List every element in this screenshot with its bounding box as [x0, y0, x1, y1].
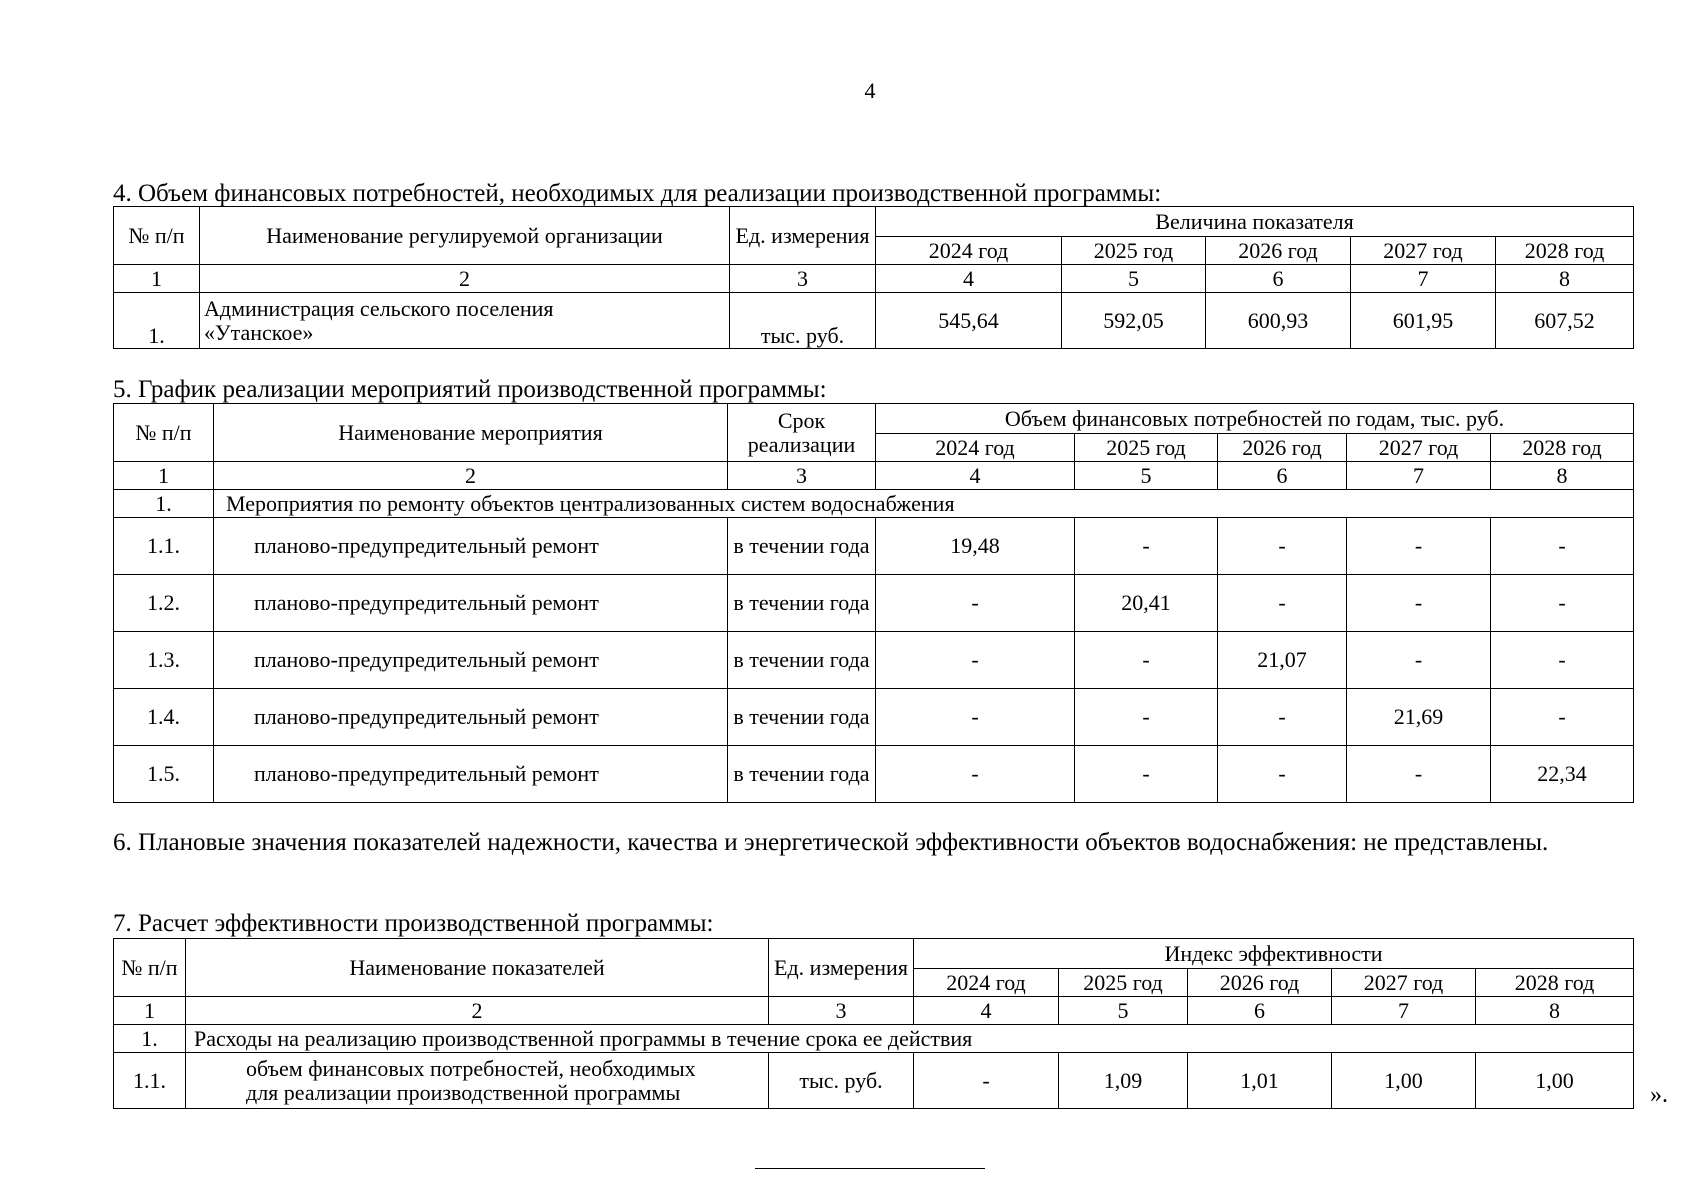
indicator-name-line1: объем финансовых потребностей, необходимых [246, 1055, 696, 1081]
row-event-name: планово-предупредительный ремонт [214, 518, 728, 575]
col-number: 6 [1188, 997, 1332, 1025]
row-value: 1,00 [1332, 1053, 1476, 1109]
header-year: 2025 год [1059, 969, 1188, 997]
header-year: 2025 год [1075, 434, 1218, 462]
row-value: 21,07 [1218, 632, 1347, 689]
row-value: 601,95 [1351, 293, 1496, 349]
financial-needs-table [113, 206, 1634, 349]
section6-text: 6. Плановые значения показателей надежности, качества и энергетической эффективности объектов водоснабжения: не представлены. [113, 829, 1549, 856]
table-row [114, 632, 1634, 689]
row-value: 1,00 [1476, 1053, 1634, 1109]
row-value: - [1491, 689, 1634, 746]
table-row [114, 518, 1634, 575]
header-year: 2028 год [1491, 434, 1634, 462]
row-event-name: планово-предупредительный ремонт [214, 689, 728, 746]
col-number: 6 [1218, 462, 1347, 490]
table-row [114, 293, 1634, 349]
row-value: - [1347, 575, 1491, 632]
header-year: 2026 год [1218, 434, 1347, 462]
col-number: 1 [114, 265, 200, 293]
col-number: 8 [1491, 462, 1634, 490]
row-value: - [1218, 746, 1347, 803]
header-unit: Ед. измерения [769, 939, 914, 997]
row-value: 1,01 [1188, 1053, 1332, 1109]
col-number: 4 [914, 997, 1059, 1025]
footer-divider [755, 1168, 985, 1169]
row-value: - [876, 575, 1075, 632]
header-num: № п/п [114, 404, 214, 462]
row-num: 1.1. [114, 1053, 186, 1109]
row-term: в течении года [728, 746, 876, 803]
row-org-name [200, 293, 730, 349]
row-value: - [1491, 518, 1634, 575]
closing-quote-mark: ». [1650, 1082, 1668, 1108]
header-year: 2028 год [1476, 969, 1634, 997]
col-number: 5 [1062, 265, 1206, 293]
header-year: 2025 год [1062, 237, 1206, 265]
section4-title: 4. Объем финансовых потребностей, необходимых для реализации производственной программы: [113, 180, 1162, 207]
row-num: 1.2. [114, 575, 214, 632]
col-number: 5 [1059, 997, 1188, 1025]
row-term: в течении года [728, 575, 876, 632]
header-value-group: Индекс эффективности [914, 939, 1634, 969]
header-num: № п/п [114, 939, 186, 997]
table-row [114, 575, 1634, 632]
group-row [114, 490, 1634, 518]
row-indicator-name [186, 1053, 769, 1109]
row-num: 1.3. [114, 632, 214, 689]
col-number: 3 [730, 265, 876, 293]
col-number: 4 [876, 265, 1062, 293]
header-org-name: Наименование регулируемой организации [200, 207, 730, 265]
row-value: - [1075, 632, 1218, 689]
row-value: 19,48 [876, 518, 1075, 575]
row-event-name: планово-предупредительный ремонт [214, 575, 728, 632]
header-year: 2027 год [1332, 969, 1476, 997]
col-number: 7 [1351, 265, 1496, 293]
group-row-num: 1. [114, 490, 214, 518]
col-number: 1 [114, 462, 214, 490]
row-value: 20,41 [1075, 575, 1218, 632]
row-value: 592,05 [1062, 293, 1206, 349]
col-number: 4 [876, 462, 1075, 490]
row-unit: тыс. руб. [730, 293, 876, 349]
header-year: 2028 год [1496, 237, 1634, 265]
col-number: 1 [114, 997, 186, 1025]
row-num: 1.5. [114, 746, 214, 803]
row-value: - [1218, 575, 1347, 632]
row-value: - [876, 689, 1075, 746]
row-value: - [1347, 746, 1491, 803]
header-year: 2027 год [1351, 237, 1496, 265]
row-value: 600,93 [1206, 293, 1351, 349]
row-event-name: планово-предупредительный ремонт [214, 632, 728, 689]
header-indicator-name: Наименование показателей [186, 939, 769, 997]
row-num: 1.1. [114, 518, 214, 575]
header-year: 2027 год [1347, 434, 1491, 462]
row-value: 21,69 [1347, 689, 1491, 746]
efficiency-table [113, 938, 1634, 1109]
row-value: - [876, 632, 1075, 689]
row-term: в течении года [728, 689, 876, 746]
col-number: 2 [214, 462, 728, 490]
header-year: 2024 год [876, 237, 1062, 265]
header-value-group: Объем финансовых потребностей по годам, тыс. руб. [876, 404, 1634, 434]
group-row [114, 1025, 1634, 1053]
row-value: - [1075, 689, 1218, 746]
row-value: - [1347, 632, 1491, 689]
row-event-name: планово-предупредительный ремонт [214, 746, 728, 803]
header-term: Срок реализации [728, 404, 876, 462]
row-value: - [1218, 689, 1347, 746]
row-term: в течении года [728, 632, 876, 689]
page-number: 4 [864, 78, 876, 103]
row-value: - [1491, 632, 1634, 689]
col-number: 2 [200, 265, 730, 293]
col-number: 5 [1075, 462, 1218, 490]
row-value: 22,34 [1491, 746, 1634, 803]
row-value: - [1491, 575, 1634, 632]
col-number: 2 [186, 997, 769, 1025]
header-value-group: Величина показателя [876, 207, 1634, 237]
row-unit: тыс. руб. [769, 1053, 914, 1109]
table-row [114, 689, 1634, 746]
row-value: - [1075, 746, 1218, 803]
col-number: 6 [1206, 265, 1351, 293]
col-number: 3 [769, 997, 914, 1025]
section7-title: 7. Расчет эффективности производственной программы: [113, 910, 714, 937]
row-value: - [1218, 518, 1347, 575]
header-year: 2026 год [1188, 969, 1332, 997]
group-row-name: Мероприятия по ремонту объектов централизованных систем водоснабжения [214, 490, 1634, 518]
col-number: 7 [1332, 997, 1476, 1025]
row-value: - [1347, 518, 1491, 575]
row-value: 545,64 [876, 293, 1062, 349]
col-number: 7 [1347, 462, 1491, 490]
header-num: № п/п [114, 207, 200, 265]
header-unit: Ед. измерения [730, 207, 876, 265]
row-num: 1. [114, 293, 200, 349]
row-value: - [914, 1053, 1059, 1109]
header-year: 2024 год [876, 434, 1075, 462]
header-event-name: Наименование мероприятия [214, 404, 728, 462]
section5-title: 5. График реализации мероприятий производственной программы: [113, 376, 827, 403]
row-value: - [876, 746, 1075, 803]
col-number: 8 [1496, 265, 1634, 293]
group-row-name: Расходы на реализацию производственной программы в течение срока ее действия [186, 1025, 1634, 1053]
row-value: - [1075, 518, 1218, 575]
org-name-line1: Администрация сельского поселения [204, 295, 554, 321]
header-year: 2026 год [1206, 237, 1351, 265]
header-year: 2024 год [914, 969, 1059, 997]
row-value: 607,52 [1496, 293, 1634, 349]
row-term: в течении года [728, 518, 876, 575]
table-row [114, 1053, 1634, 1109]
indicator-name-line2: для реализации производственной программы [246, 1079, 681, 1105]
org-name-line2: «Утанское» [204, 319, 314, 345]
row-num: 1.4. [114, 689, 214, 746]
col-number: 3 [728, 462, 876, 490]
row-value: 1,09 [1059, 1053, 1188, 1109]
schedule-table [113, 403, 1634, 803]
col-number: 8 [1476, 997, 1634, 1025]
group-row-num: 1. [114, 1025, 186, 1053]
table-row [114, 746, 1634, 803]
